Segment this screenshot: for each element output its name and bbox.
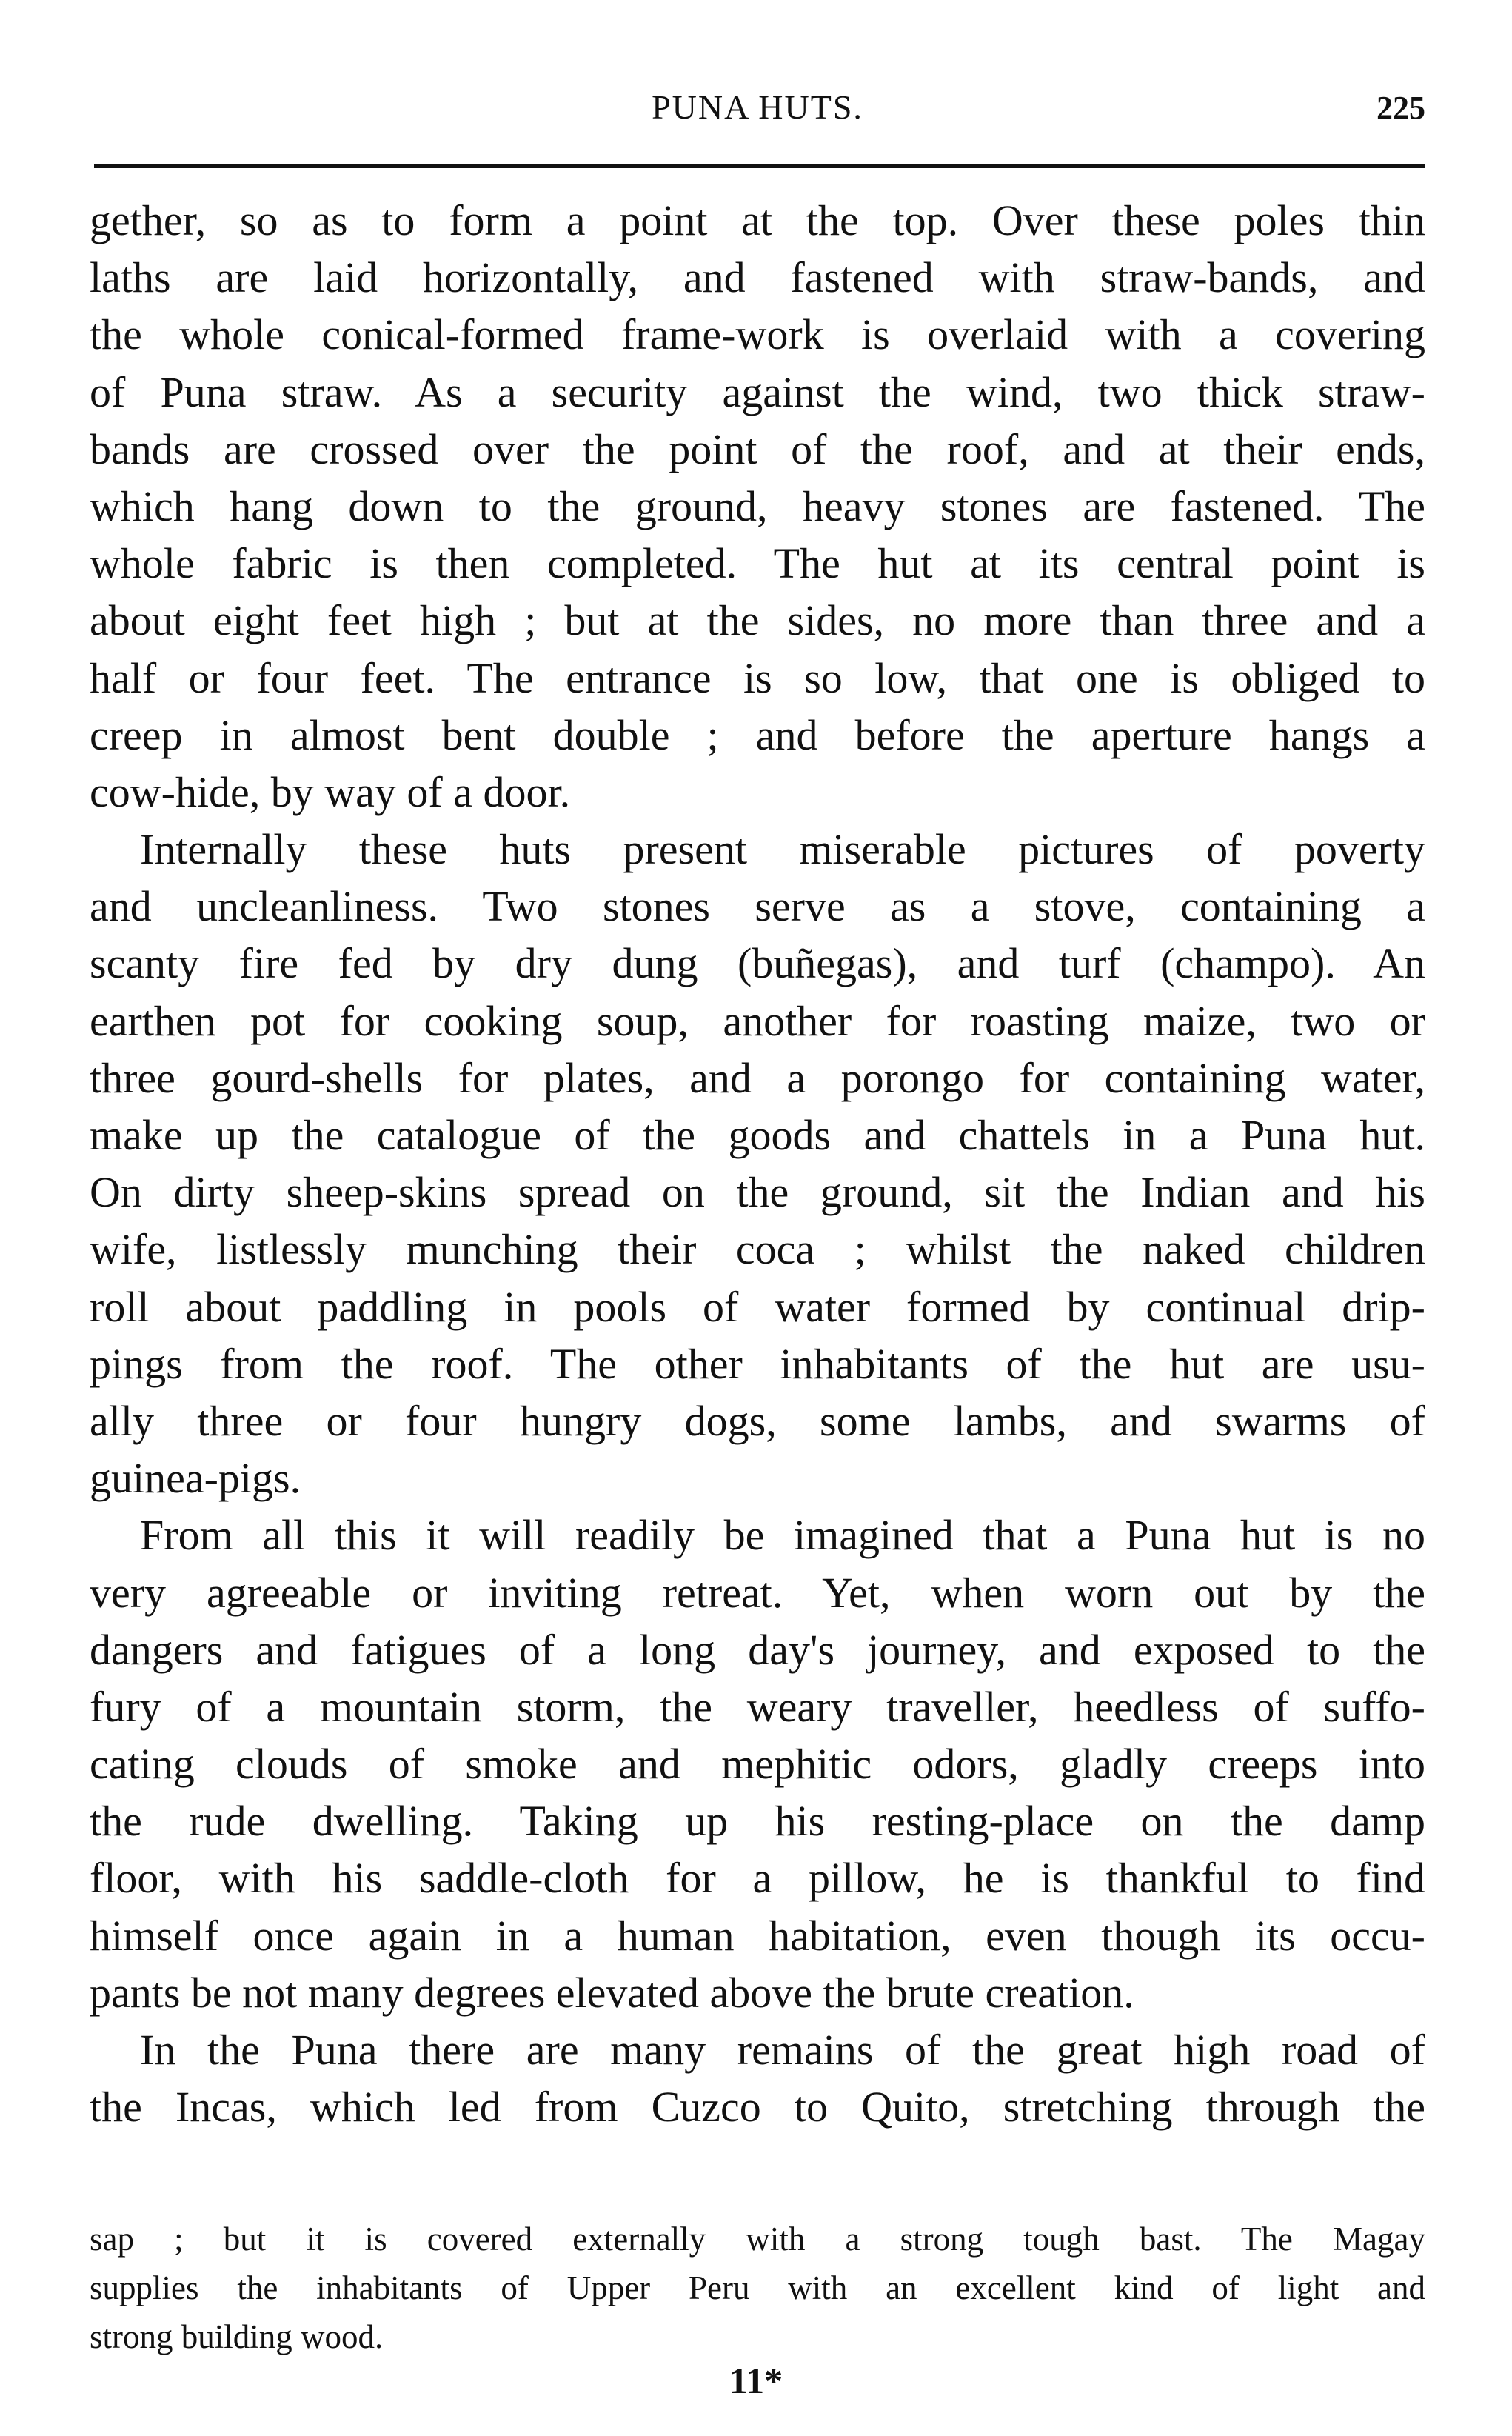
text-line: make up the catalogue of the goods and chattels in a Puna hut. [90, 1111, 1425, 1159]
text-line: creep in almost bent double ; and before the aperture hangs a [90, 710, 1425, 759]
text-line: bands are crossed over the point of the roof, and at their ends, [90, 424, 1425, 473]
text-line: the whole conical-formed frame-work is overlaid with a covering [90, 310, 1425, 359]
paragraph [90, 192, 1425, 821]
text-line: half or four feet. The entrance is so low, that one is obliged to [90, 653, 1425, 702]
text-line: floor, with his saddle-cloth for a pillow, he is thankful to find [90, 1854, 1425, 1903]
text-line: guinea-pigs. [90, 1454, 301, 1503]
paragraph [90, 2021, 1425, 2135]
text-line: In the Puna there are many remains of the great high road of [140, 2026, 1425, 2074]
text-line: himself once again in a human habitation, even though its occu- [90, 1911, 1425, 1960]
text-line: cow-hide, by way of a door. [90, 767, 571, 816]
footnote [90, 2215, 1425, 2361]
text-line: laths are laid horizontally, and fastened with straw-bands, and [90, 253, 1425, 302]
text-line: of Puna straw. As a security against the wind, two thick straw- [90, 367, 1425, 416]
text-line: cating clouds of smoke and mephitic odors, gladly creeps into [90, 1740, 1425, 1789]
text-line: pants be not many degrees elevated above the brute creation. [90, 1968, 1134, 2017]
text-line: the rude dwelling. Taking up his resting-place on the damp [90, 1797, 1425, 1846]
text-line: about eight feet high ; but at the sides, no more than three and a [90, 596, 1425, 645]
text-line: which hang down to the ground, heavy stones are fastened. The [90, 481, 1425, 530]
text-line: On dirty sheep-skins spread on the ground, sit the Indian and his [90, 1168, 1425, 1217]
running-head [90, 87, 1425, 139]
text-line: earthen pot for cooking soup, another for roasting maize, two or [90, 996, 1425, 1045]
text-line: whole fabric is then completed. The hut at its central point is [90, 539, 1425, 588]
text-line: wife, listlessly munching their coca ; whilst the naked children [90, 1225, 1425, 1274]
page-number: 225 [1376, 90, 1425, 126]
running-head-title: PUNA HUTS. [652, 88, 863, 126]
text-line: gether, so as to form a point at the top. Over these poles thin [90, 196, 1425, 244]
footnote-line: strong building wood. [90, 2318, 384, 2355]
text-line: dangers and fatigues of a long day's journey, and exposed to the [90, 1625, 1425, 1674]
text-line: pings from the roof. The other inhabitants of the hut are usu- [90, 1339, 1425, 1388]
signature-mark: 11* [729, 2360, 783, 2401]
text-line: Internally these huts present miserable pictures of poverty [140, 825, 1425, 874]
header-rule [94, 164, 1425, 168]
footnote-line: sap ; but it is covered externally with a strong tough bast. The Magay [90, 2220, 1425, 2258]
text-line: and uncleanliness. Two stones serve as a stove, containing a [90, 882, 1425, 931]
text-line: roll about paddling in pools of water formed by continual drip- [90, 1282, 1425, 1331]
body-text [90, 192, 1425, 2135]
footnote-line: supplies the inhabitants of Upper Peru with an excellent kind of light and [90, 2269, 1425, 2306]
text-line: ally three or four hungry dogs, some lambs, and swarms of [90, 1396, 1425, 1445]
text-line: scanty fire fed by dry dung (buñegas), and turf (champo). An [90, 939, 1425, 988]
text-line: the Incas, which led from Cuzco to Quito, stretching through the [90, 2083, 1425, 2132]
text-line: very agreeable or inviting retreat. Yet, when worn out by the [90, 1568, 1425, 1617]
paragraph [90, 821, 1425, 1506]
paragraph [90, 1506, 1425, 2021]
text-line: From all this it will readily be imagined that a Puna hut is no [140, 1511, 1425, 1560]
text-line: three gourd-shells for plates, and a porongo for containing water, [90, 1053, 1425, 1102]
text-line: fury of a mountain storm, the weary traveller, heedless of suffo- [90, 1682, 1425, 1731]
